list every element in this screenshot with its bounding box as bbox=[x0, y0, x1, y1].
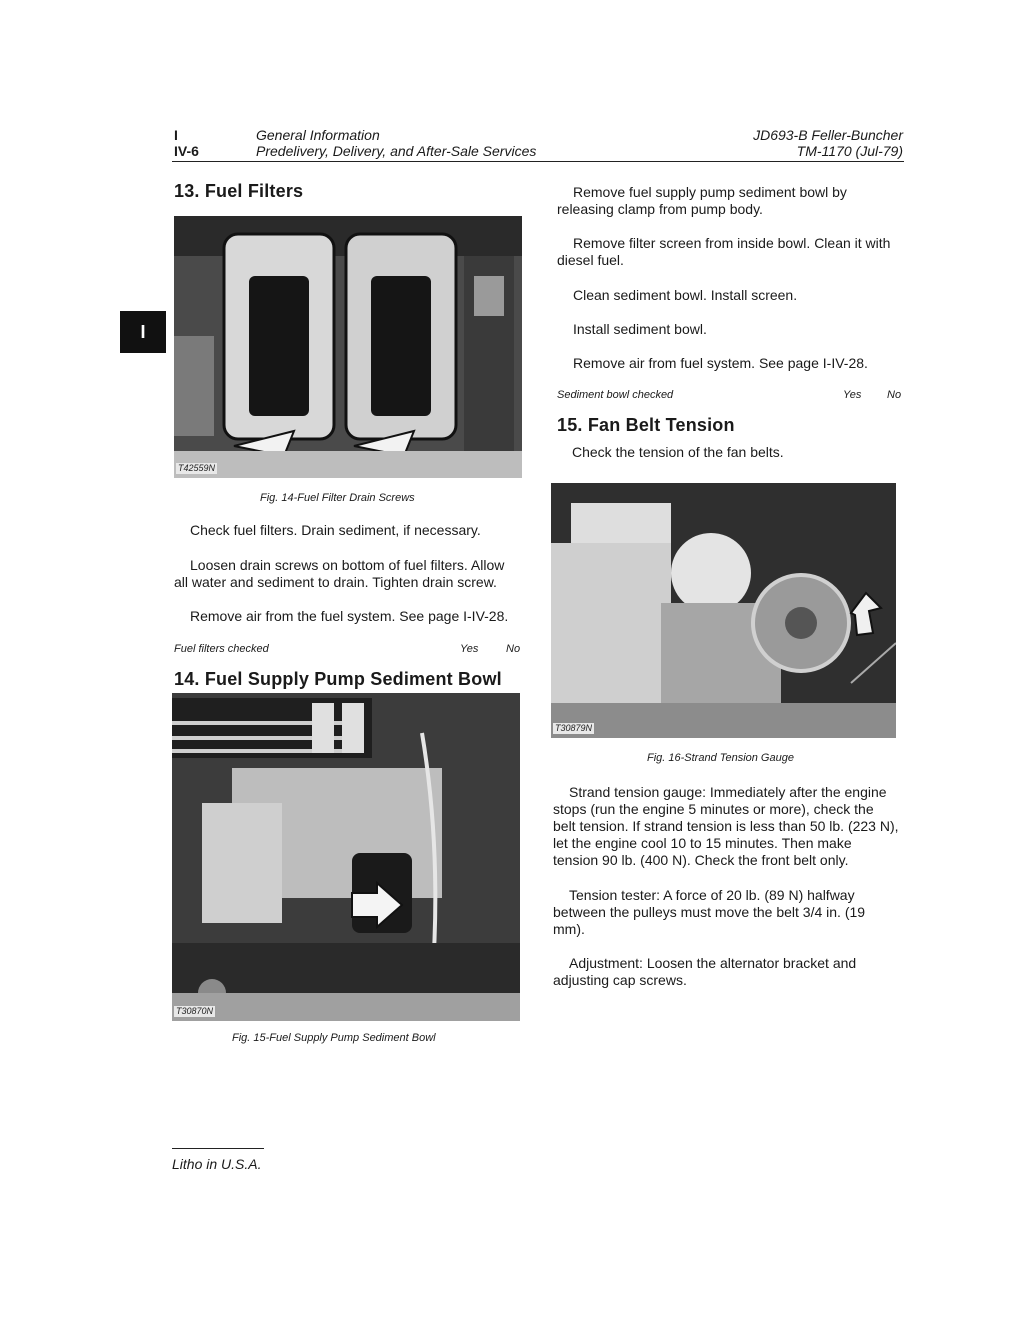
fuel-filters-checked-label: Fuel filters checked bbox=[174, 643, 269, 655]
section-tab-label: I bbox=[140, 322, 146, 342]
sediment-bowl-yes[interactable]: Yes bbox=[843, 389, 862, 401]
fig-14-caption: Fig. 14-Fuel Filter Drain Screws bbox=[260, 492, 415, 504]
section-number: I bbox=[174, 127, 178, 143]
section-tab-marker bbox=[120, 311, 166, 353]
section-13-paragraph-3: Remove air from the fuel system. See page I-IV-28. bbox=[190, 608, 509, 624]
fuel-filters-yes[interactable]: Yes bbox=[460, 643, 479, 655]
header-chapter-title: General Information bbox=[256, 127, 380, 143]
section-14-paragraph-5: Remove air from fuel system. See page I-IV-28. bbox=[573, 355, 868, 371]
fuel-filter-photo bbox=[174, 216, 522, 478]
sediment-bowl-illustration bbox=[172, 693, 520, 1021]
section-13-title: 13. Fuel Filters bbox=[174, 181, 304, 201]
fuel-filters-no[interactable]: No bbox=[506, 643, 521, 655]
section-13-paragraph-2: Loosen drain screws on bottom of fuel filters. Allow all water and sediment to drain. Tighten drain screw. bbox=[174, 557, 505, 590]
section-15-paragraph-2: Tension tester: A force of 20 lb. (89 N) halfway between the pulleys must move the belt 3/4 in. (19 mm). bbox=[553, 887, 866, 937]
section-15-intro: Check the tension of the fan belts. bbox=[572, 444, 784, 460]
section-15-title: 15. Fan Belt Tension bbox=[557, 415, 735, 435]
section-13-paragraph-1: Check fuel filters. Drain sediment, if necessary. bbox=[190, 522, 481, 538]
fuel-filter-illustration bbox=[174, 216, 522, 478]
tension-gauge-photo bbox=[551, 483, 896, 738]
sediment-bowl-no[interactable]: No bbox=[887, 389, 902, 401]
footer-rule bbox=[172, 1148, 264, 1149]
sediment-bowl-photo-id: T30870N bbox=[176, 1006, 214, 1016]
section-14-paragraph-2: Remove filter screen from inside bowl. Clean it with diesel fuel. bbox=[557, 235, 891, 268]
fig-15-caption: Fig. 15-Fuel Supply Pump Sediment Bowl bbox=[232, 1032, 436, 1044]
sediment-bowl-checked-label: Sediment bowl checked bbox=[557, 389, 674, 401]
tension-gauge-photo-id: T30879N bbox=[555, 723, 593, 733]
section-15-paragraph-3: Adjustment: Loosen the alternator bracket and adjusting cap screws. bbox=[553, 955, 857, 988]
header-group-title: Predelivery, Delivery, and After-Sale Services bbox=[256, 143, 537, 159]
section-14-paragraph-3: Clean sediment bowl. Install screen. bbox=[573, 287, 798, 303]
section-14-title: 14. Fuel Supply Pump Sediment Bowl bbox=[174, 669, 502, 689]
header-manual-number: TM-1170 (Jul-79) bbox=[796, 143, 903, 159]
sediment-bowl-photo bbox=[172, 693, 520, 1021]
footer-note: Litho in U.S.A. bbox=[172, 1156, 262, 1172]
tension-gauge-illustration bbox=[551, 483, 896, 738]
header-machine-model: JD693-B Feller-Buncher bbox=[753, 127, 903, 143]
header-rule bbox=[172, 161, 904, 162]
fuel-filter-photo-id: T42559N bbox=[178, 463, 216, 473]
section-14-paragraph-4: Install sediment bowl. bbox=[573, 321, 707, 337]
page-number: IV-6 bbox=[174, 143, 199, 159]
section-14-paragraph-1: Remove fuel supply pump sediment bowl by releasing clamp from pump body. bbox=[557, 184, 847, 217]
section-15-paragraph-1: Strand tension gauge: Immediately after the engine stops (run the engine 5 minutes or more), check the belt tension. If strand tension is less than 50 lb. (223 N), let the engine cool 10 to 15 minutes. Then make tension 90 lb. (400 N). Check the front belt only. bbox=[553, 784, 899, 868]
fig-16-caption: Fig. 16-Strand Tension Gauge bbox=[647, 752, 794, 764]
